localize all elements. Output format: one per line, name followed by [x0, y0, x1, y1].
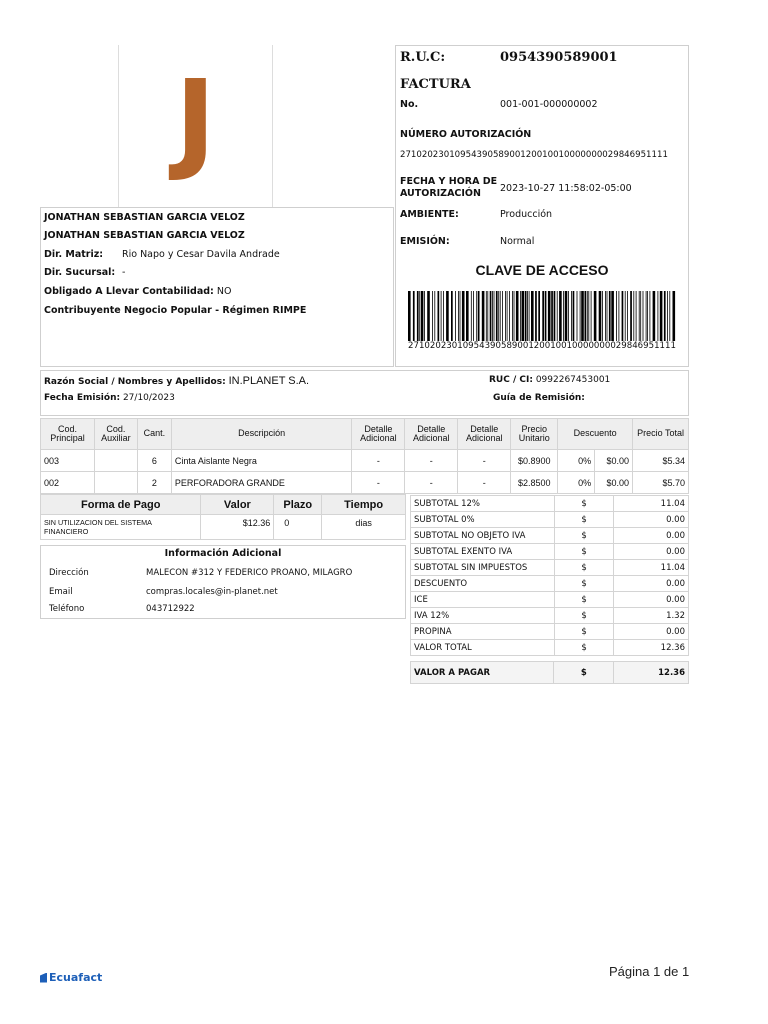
- barcode-bar: [650, 291, 651, 341]
- ecuafact-logo: [40, 971, 102, 984]
- totals-value: 1.32: [614, 608, 689, 624]
- barcode-bar: [653, 291, 656, 341]
- totals-label: SUBTOTAL SIN IMPUESTOS: [411, 560, 555, 576]
- totals-currency: $: [554, 544, 614, 560]
- valor-a-pagar-value: 12.36: [614, 662, 689, 684]
- barcode-bar: [667, 291, 668, 341]
- barcode-bar: [520, 291, 521, 341]
- dir-matriz-value: Rio Napo y Cesar Davila Andrade: [122, 249, 280, 260]
- client-ruc-label: RUC / CI:: [489, 375, 533, 385]
- barcode-bar: [563, 291, 564, 341]
- barcode-bar: [658, 291, 659, 341]
- col-precio-total: Precio Total: [633, 419, 689, 450]
- col-cod-auxiliar: Cod. Auxiliar: [94, 419, 137, 450]
- barcode-bar: [527, 291, 528, 341]
- totals-currency: $: [554, 528, 614, 544]
- barcode-bar: [438, 291, 440, 341]
- valor-a-pagar-table: [410, 661, 689, 684]
- razon-row: [44, 375, 309, 387]
- ecuafact-mark-icon: [40, 973, 47, 983]
- client-box: [40, 370, 689, 416]
- barcode-bar: [611, 291, 614, 341]
- totals-label: SUBTOTAL 12%: [411, 496, 555, 512]
- totals-row: [411, 592, 689, 608]
- barcode-bar: [647, 291, 648, 341]
- pay-tiempo-value: dias: [322, 515, 406, 540]
- fecha-label: [400, 176, 497, 200]
- barcode-bar: [669, 291, 670, 341]
- emision-value: Normal: [500, 236, 535, 247]
- barcode-bar: [408, 291, 411, 341]
- barcode-bar: [559, 291, 562, 341]
- barcode-bar: [473, 291, 474, 341]
- col-detalle-2: Detalle Adicional: [405, 419, 458, 450]
- pay-valor-value: $12.36: [201, 515, 274, 540]
- fecha-label-line1: FECHA Y HORA DE: [400, 176, 498, 187]
- totals-label: PROPINA: [411, 624, 555, 640]
- totals-currency: $: [554, 560, 614, 576]
- pay-col-plazo: Plazo: [274, 495, 322, 515]
- totals-label: SUBTOTAL 0%: [411, 512, 555, 528]
- additional-info-title: Información Adicional: [164, 548, 282, 559]
- payment-header-row: [41, 495, 406, 515]
- barcode-bar: [529, 291, 530, 341]
- cell-detalle-2: -: [405, 450, 458, 472]
- col-descripcion: Descripción: [171, 419, 352, 450]
- barcode-bar: [455, 291, 456, 341]
- barcode-bar: [594, 291, 597, 341]
- totals-value: 12.36: [614, 640, 689, 656]
- barcode-bar: [476, 291, 477, 341]
- totals-row: [411, 608, 689, 624]
- barcode-bar: [602, 291, 603, 341]
- cell-cod: 002: [41, 472, 95, 494]
- totals-value: 0.00: [614, 592, 689, 608]
- telefono-value: 043712922: [146, 604, 195, 614]
- razon-label: Razón Social / Nombres y Apellidos:: [44, 377, 226, 387]
- barcode-bar: [538, 291, 540, 341]
- barcode-bar: [460, 291, 461, 341]
- dir-sucursal-label: Dir. Sucursal:: [44, 267, 116, 278]
- barcode-bar: [432, 291, 433, 341]
- totals-currency: $: [554, 592, 614, 608]
- cell-detalle-2: -: [405, 472, 458, 494]
- valor-a-pagar-row: [411, 662, 689, 684]
- cell-cod: 003: [41, 450, 95, 472]
- table-row: [41, 472, 689, 494]
- totals-row: [411, 512, 689, 528]
- totals-label: IVA 12%: [411, 608, 555, 624]
- totals-currency: $: [554, 608, 614, 624]
- totals-value: 0.00: [614, 544, 689, 560]
- direccion-value: MALECON #312 Y FEDERICO PROANO, MILAGRO: [146, 568, 353, 578]
- barcode-bar: [599, 291, 602, 341]
- col-descuento: Descuento: [558, 419, 633, 450]
- dir-sucursal-row: [44, 267, 125, 278]
- clave-acceso-title: CLAVE DE ACCESO: [475, 262, 609, 278]
- items-header-row: [41, 419, 689, 450]
- col-detalle-1: Detalle Adicional: [352, 419, 405, 450]
- totals-value: 11.04: [614, 560, 689, 576]
- cell-cant: 6: [137, 450, 171, 472]
- barcode-bar: [605, 291, 606, 341]
- additional-info-box: [40, 545, 406, 619]
- barcode-bar: [509, 291, 510, 341]
- totals-currency: $: [554, 576, 614, 592]
- barcode-bar: [490, 291, 492, 341]
- cell-detalle-3: -: [458, 450, 511, 472]
- barcode-bar: [531, 291, 534, 341]
- dir-sucursal-value: -: [122, 267, 126, 278]
- barcode-bar: [522, 291, 525, 341]
- barcode-bar: [643, 291, 644, 341]
- totals-label: DESCUENTO: [411, 576, 555, 592]
- cell-detalle-1: -: [352, 450, 405, 472]
- barcode-bar: [446, 291, 449, 341]
- barcode-bar: [587, 291, 588, 341]
- totals-currency: $: [554, 624, 614, 640]
- barcode-bar: [581, 291, 584, 341]
- barcode-bar: [660, 291, 663, 341]
- barcode-bar: [577, 291, 578, 341]
- barcode-bar: [609, 291, 611, 341]
- barcode-bar: [512, 291, 513, 341]
- pay-plazo-value: 0: [274, 515, 322, 540]
- guia-remision-label: Guía de Remisión:: [493, 393, 585, 403]
- issuer-box: [40, 207, 394, 367]
- barcode-bar: [424, 291, 425, 341]
- cell-desc: PERFORADORA GRANDE: [171, 472, 352, 494]
- barcode-bar: [625, 291, 626, 341]
- cell-descuento-pct: 0%: [558, 450, 595, 472]
- client-ruc-value: 0992267453001: [535, 375, 611, 385]
- barcode-bar: [554, 291, 556, 341]
- totals-value: 0.00: [614, 528, 689, 544]
- autorizacion-value: 2710202301095439058900120010010000000029846951111: [400, 150, 668, 160]
- clave-acceso-value: 2710202301095439058900120010010000000029846951111: [408, 341, 676, 351]
- totals-row: [411, 640, 689, 656]
- ruc-label: R.U.C:: [400, 50, 446, 65]
- barcode-bar: [466, 291, 469, 341]
- pay-col-tiempo: Tiempo: [322, 495, 406, 515]
- ruc-value: 0954390589001: [500, 50, 618, 65]
- totals-currency: $: [554, 640, 614, 656]
- totals-row: [411, 528, 689, 544]
- regimen-text: Contribuyente Negocio Popular - Régimen RIMPE: [44, 305, 307, 316]
- cell-aux: [94, 450, 137, 472]
- barcode-bar: [619, 291, 620, 341]
- totals-row: [411, 576, 689, 592]
- barcode-bar: [492, 291, 493, 341]
- barcode-bar: [471, 291, 472, 341]
- barcode-bar: [542, 291, 544, 341]
- barcode-bar: [630, 291, 632, 341]
- cell-descuento-val: $0.00: [595, 450, 633, 472]
- dir-matriz-label: Dir. Matriz:: [44, 249, 104, 260]
- barcode-bar: [421, 291, 424, 341]
- cell-precio-total: $5.34: [633, 450, 689, 472]
- barcode-bar: [627, 291, 628, 341]
- barcode-image: [408, 291, 676, 341]
- cell-desc: Cinta Aislante Negra: [171, 450, 352, 472]
- fecha-label-line2: AUTORIZACIÓN: [400, 188, 481, 199]
- totals-label: SUBTOTAL EXENTO IVA: [411, 544, 555, 560]
- barcode-bar: [419, 291, 420, 341]
- barcode-bar: [458, 291, 459, 341]
- barcode-bar: [551, 291, 553, 341]
- cell-descuento-pct: 0%: [558, 472, 595, 494]
- col-cod-principal: Cod. Principal: [41, 419, 95, 450]
- payment-row: [41, 515, 406, 540]
- cell-aux: [94, 472, 137, 494]
- valor-a-pagar-label: VALOR A PAGAR: [411, 662, 554, 684]
- barcode-bar: [486, 291, 487, 341]
- barcode-bar: [633, 291, 634, 341]
- totals-row: [411, 496, 689, 512]
- fecha-emision-row: [44, 393, 175, 403]
- fecha-emision-label: Fecha Emisión:: [44, 393, 121, 403]
- barcode-bar: [498, 291, 499, 341]
- ambiente-label: AMBIENTE:: [400, 209, 459, 220]
- barcode-bar: [664, 291, 666, 341]
- barcode-bar: [482, 291, 485, 341]
- totals-value: 0.00: [614, 512, 689, 528]
- barcode-bar: [568, 291, 569, 341]
- barcode-bar: [500, 291, 501, 341]
- telefono-label: Teléfono: [49, 604, 85, 614]
- barcode-bar: [588, 291, 589, 341]
- contabilidad-row: [44, 286, 231, 297]
- email-label: Email: [49, 587, 73, 597]
- barcode-bar: [451, 291, 453, 341]
- totals-row: [411, 544, 689, 560]
- barcode-bar: [580, 291, 581, 341]
- pay-forma-value: SIN UTILIZACION DEL SISTEMA FINANCIERO: [41, 515, 201, 540]
- barcode-bar: [478, 291, 480, 341]
- barcode-bar: [646, 291, 647, 341]
- barcode-bar: [622, 291, 624, 341]
- barcode-bar: [413, 291, 415, 341]
- dir-matriz-row: [44, 249, 280, 260]
- barcode-bar: [548, 291, 551, 341]
- barcode-bar: [535, 291, 537, 341]
- barcode-bar: [496, 291, 498, 341]
- fecha-value: 2023-10-27 11:58:02-05:00: [500, 183, 632, 194]
- barcode-bar: [507, 291, 508, 341]
- barcode-bar: [487, 291, 488, 341]
- fecha-emision-value: 27/10/2023: [122, 393, 175, 403]
- barcode-bar: [441, 291, 442, 341]
- company-logo: [118, 45, 273, 207]
- barcode-bar: [616, 291, 617, 341]
- cell-detalle-3: -: [458, 472, 511, 494]
- col-cant: Cant.: [137, 419, 171, 450]
- barcode-bar: [505, 291, 506, 341]
- totals-value: 0.00: [614, 624, 689, 640]
- direccion-label: Dirección: [49, 568, 89, 578]
- totals-label: ICE: [411, 592, 555, 608]
- totals-value: 11.04: [614, 496, 689, 512]
- barcode-bar: [443, 291, 444, 341]
- cell-precio-unitario: $2.8500: [511, 472, 558, 494]
- barcode-bar: [673, 291, 676, 341]
- barcode-bar: [591, 291, 592, 341]
- barcode-bar: [557, 291, 558, 341]
- table-row: [41, 450, 689, 472]
- barcode-bar: [585, 291, 587, 341]
- cell-precio-unitario: $0.8900: [511, 450, 558, 472]
- totals-row: [411, 560, 689, 576]
- barcode-bar: [417, 291, 419, 341]
- barcode-bar: [545, 291, 547, 341]
- barcode-bar: [502, 291, 503, 341]
- cell-descuento-val: $0.00: [595, 472, 633, 494]
- contabilidad-value: NO: [216, 286, 232, 297]
- invoice-no-label: No.: [400, 99, 419, 110]
- totals-currency: $: [554, 512, 614, 528]
- issuer-name: JONATHAN SEBASTIAN GARCIA VELOZ: [44, 212, 245, 223]
- brand-text: Ecuafact: [49, 971, 103, 984]
- cell-detalle-1: -: [352, 472, 405, 494]
- email-value: compras.locales@in-planet.net: [146, 587, 278, 597]
- items-table: [40, 418, 689, 494]
- payment-table: [40, 494, 406, 540]
- barcode-bar: [514, 291, 515, 341]
- barcode-bar: [434, 291, 435, 341]
- client-ruc-row: [489, 375, 610, 385]
- cell-cant: 2: [137, 472, 171, 494]
- autorizacion-label: NÚMERO AUTORIZACIÓN: [400, 129, 532, 140]
- contabilidad-label: Obligado A Llevar Contabilidad:: [44, 286, 214, 297]
- col-detalle-3: Detalle Adicional: [458, 419, 511, 450]
- cell-precio-total: $5.70: [633, 472, 689, 494]
- barcode-bar: [525, 291, 527, 341]
- page-number: Página 1 de 1: [609, 964, 690, 979]
- barcode-bar: [427, 291, 430, 341]
- valor-a-pagar-currency: $: [554, 662, 614, 684]
- barcode-bar: [639, 291, 640, 341]
- razon-value: IN.PLANET S.A.: [228, 375, 310, 387]
- logo-letter: J: [175, 56, 216, 184]
- totals-row: [411, 624, 689, 640]
- barcode-bar: [607, 291, 608, 341]
- doc-type: FACTURA: [400, 77, 471, 92]
- issuer-commercial-name: JONATHAN SEBASTIAN GARCIA VELOZ: [44, 230, 245, 241]
- emision-label: EMISIÓN:: [400, 236, 450, 247]
- barcode-bar: [565, 291, 568, 341]
- invoice-no-value: 001-001-000000002: [500, 99, 598, 110]
- totals-label: SUBTOTAL NO OBJETO IVA: [411, 528, 555, 544]
- totals-table: [410, 495, 689, 656]
- ambiente-value: Producción: [500, 209, 553, 220]
- barcode-bar: [640, 291, 641, 341]
- totals-label: VALOR TOTAL: [411, 640, 555, 656]
- barcode-bar: [636, 291, 637, 341]
- totals-value: 0.00: [614, 576, 689, 592]
- barcode-bar: [571, 291, 572, 341]
- pay-col-forma: Forma de Pago: [41, 495, 201, 515]
- barcode-bar: [494, 291, 495, 341]
- totals-currency: $: [554, 496, 614, 512]
- pay-col-valor: Valor: [201, 495, 274, 515]
- barcode-bar: [516, 291, 519, 341]
- barcode-bar: [573, 291, 575, 341]
- barcode-bar: [462, 291, 465, 341]
- col-precio-unitario: Precio Unitario: [511, 419, 558, 450]
